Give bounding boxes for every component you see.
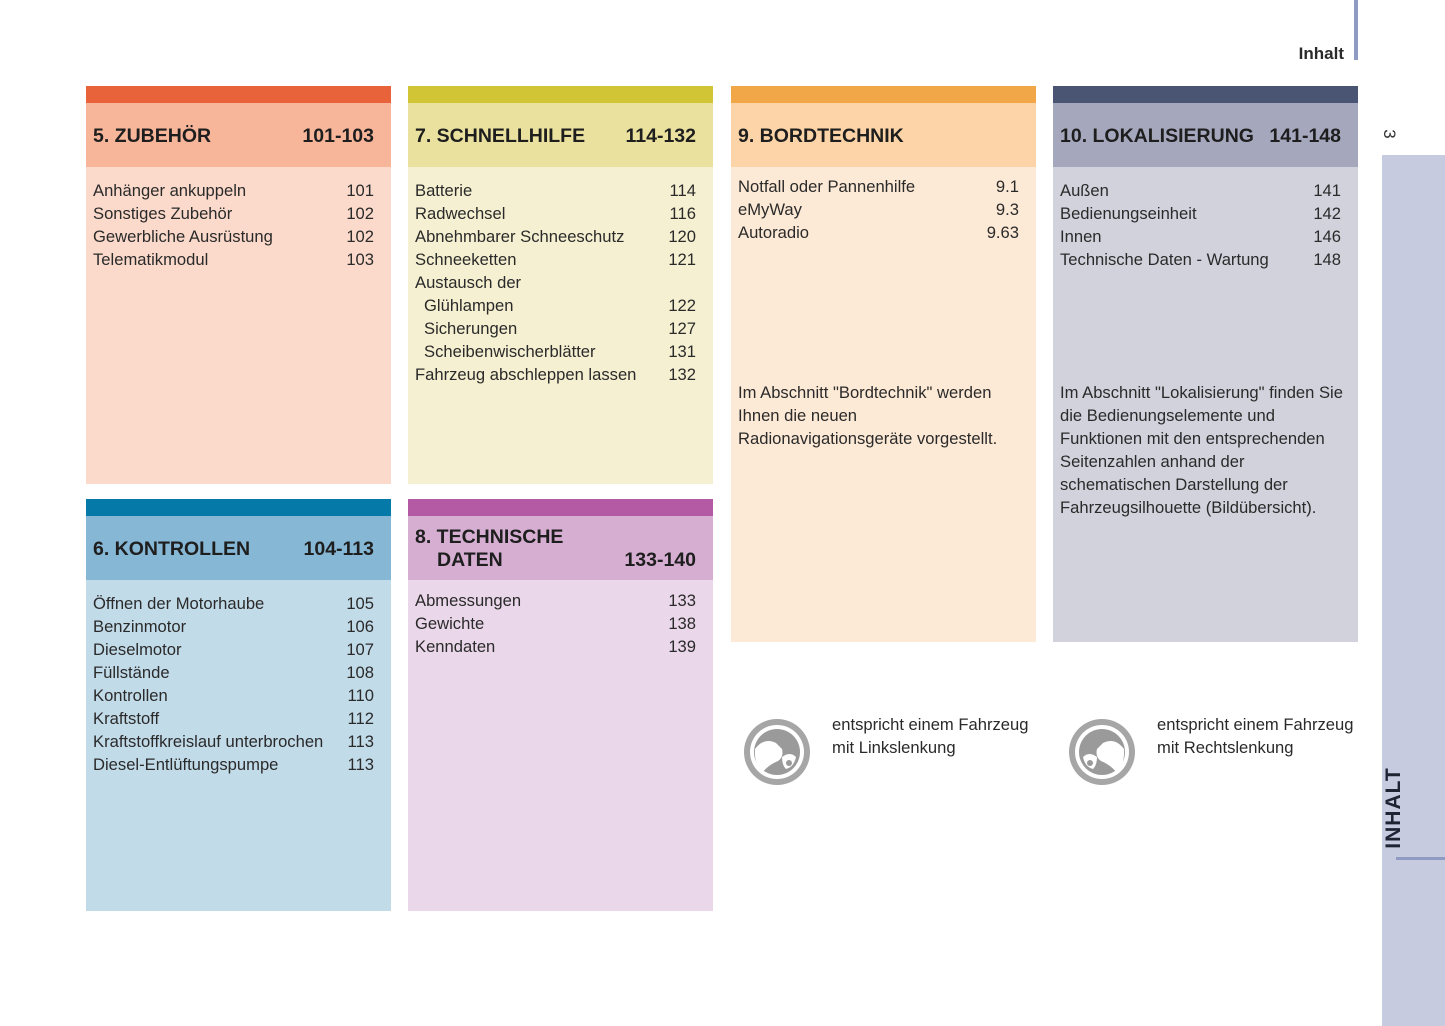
toc-entry[interactable] bbox=[86, 684, 391, 707]
entry-page: 133 bbox=[668, 591, 696, 610]
toc-entry[interactable] bbox=[408, 202, 713, 225]
entry-label: Sonstiges Zubehör bbox=[93, 204, 233, 223]
section-pages: 101-103 bbox=[302, 125, 374, 147]
section-body bbox=[408, 167, 713, 484]
section-title: 5. ZUBEHÖR bbox=[93, 125, 212, 147]
toc-entry[interactable] bbox=[86, 753, 391, 776]
entry-page: 122 bbox=[668, 296, 696, 315]
section-body bbox=[86, 167, 391, 484]
section-body bbox=[731, 167, 1036, 642]
entry-page: 9.3 bbox=[995, 200, 1019, 219]
entry-label: Telematikmodul bbox=[93, 250, 209, 269]
entry-label: Technische Daten - Wartung bbox=[1060, 250, 1269, 269]
section-lokalisierung bbox=[1053, 86, 1358, 642]
section-body bbox=[408, 580, 713, 911]
entry-page: 139 bbox=[668, 637, 696, 656]
side-tab-line bbox=[1396, 857, 1445, 860]
toc-entry[interactable] bbox=[408, 363, 713, 386]
section-stripe bbox=[86, 86, 391, 103]
section-body bbox=[86, 580, 391, 911]
entry-label: Gewichte bbox=[415, 614, 485, 633]
entry-label: Scheibenwischerblätter bbox=[424, 342, 596, 361]
entry-label: Abmessungen bbox=[415, 591, 522, 610]
section-title: 6. KONTROLLEN bbox=[93, 538, 251, 560]
section-zubehoer bbox=[86, 86, 391, 484]
entry-label: Bedienungseinheit bbox=[1060, 204, 1197, 223]
section-schnellhilfe bbox=[408, 86, 713, 484]
entry-page: 146 bbox=[1313, 227, 1341, 246]
section-pages: 104-113 bbox=[303, 538, 374, 560]
entry-page: 105 bbox=[346, 594, 374, 613]
entry-page: 121 bbox=[668, 250, 696, 269]
entry-page: 9.63 bbox=[986, 223, 1019, 242]
entry-page: 127 bbox=[668, 319, 696, 338]
entry-label: Radwechsel bbox=[415, 204, 506, 223]
entry-page: 120 bbox=[668, 227, 696, 246]
entry-page: 112 bbox=[347, 709, 374, 728]
entry-label: Benzinmotor bbox=[93, 617, 187, 636]
section-header[interactable] bbox=[408, 516, 713, 580]
toc-entry[interactable] bbox=[86, 661, 391, 684]
section-technische-daten bbox=[408, 499, 713, 911]
entry-page: 101 bbox=[346, 181, 374, 200]
section-bordtechnik bbox=[731, 86, 1036, 642]
entry-label: Füllstände bbox=[93, 663, 170, 682]
section-header[interactable] bbox=[1053, 103, 1358, 167]
toc-entry[interactable] bbox=[1053, 248, 1358, 271]
section-note: Im Abschnitt "Lokalisierung" finden Sie die Bedienungselemente und Funktionen mit den entsprechenden Seitenzahlen anhand der schematischen Darstellung der Fahrzeugsilhouette (Bildübersicht). bbox=[1060, 383, 1343, 517]
toc-entry[interactable] bbox=[408, 635, 713, 658]
toc-entry[interactable] bbox=[1053, 225, 1358, 248]
toc-entry[interactable] bbox=[1053, 179, 1358, 202]
entry-page: 116 bbox=[669, 204, 696, 223]
toc-entry[interactable] bbox=[408, 225, 713, 248]
toc-group-label bbox=[408, 271, 713, 294]
section-kontrollen bbox=[86, 499, 391, 911]
toc-entry[interactable] bbox=[86, 707, 391, 730]
toc-entry[interactable] bbox=[731, 175, 1036, 198]
entry-page: 114 bbox=[669, 181, 696, 200]
left-hand-drive-icon bbox=[742, 717, 812, 787]
toc-entry[interactable] bbox=[731, 198, 1036, 221]
entry-page: 103 bbox=[346, 250, 374, 269]
legend-right-hand-text: entspricht einem Fahrzeug mit Rechtslenkung bbox=[1157, 715, 1354, 757]
entry-page: 148 bbox=[1313, 250, 1341, 269]
entry-label: Batterie bbox=[415, 181, 473, 200]
entry-label: eMyWay bbox=[738, 200, 802, 219]
entry-page: 132 bbox=[668, 365, 696, 384]
entry-page: 102 bbox=[346, 227, 374, 246]
entry-page: 9.1 bbox=[995, 177, 1019, 196]
toc-list bbox=[408, 167, 713, 386]
toc-list bbox=[408, 580, 713, 658]
entry-page: 141 bbox=[1313, 181, 1341, 200]
section-note: Im Abschnitt "Bordtechnik" werden Ihnen die neuen Radionavigationsgeräte vorgestellt. bbox=[738, 383, 998, 448]
entry-page: 113 bbox=[347, 732, 374, 751]
entry-label: Notfall oder Pannenhilfe bbox=[738, 177, 916, 196]
section-title: 10. LOKALISIERUNG bbox=[1060, 125, 1254, 147]
entry-label: Kraftstoff bbox=[93, 709, 160, 728]
section-stripe bbox=[731, 86, 1036, 103]
entry-label: Kontrollen bbox=[93, 686, 168, 705]
legend-left-hand-text: entspricht einem Fahrzeug mit Linkslenkung bbox=[832, 715, 1029, 757]
toc-entry[interactable] bbox=[86, 730, 391, 753]
entry-label: Abnehmbarer Schneeschutz bbox=[415, 227, 625, 246]
section-stripe bbox=[1053, 86, 1358, 103]
section-stripe bbox=[86, 499, 391, 516]
toc-list bbox=[1053, 167, 1358, 271]
toc-list bbox=[731, 167, 1036, 244]
toc-entry[interactable] bbox=[408, 612, 713, 635]
toc-list bbox=[86, 580, 391, 776]
section-pages: 114-132 bbox=[625, 125, 696, 147]
toc-entry[interactable] bbox=[731, 221, 1036, 244]
entry-page: 108 bbox=[346, 663, 374, 682]
section-header[interactable] bbox=[86, 103, 391, 167]
section-title bbox=[415, 526, 563, 572]
right-hand-drive-icon bbox=[1067, 717, 1137, 787]
toc-entry[interactable] bbox=[86, 592, 391, 615]
section-header[interactable] bbox=[86, 516, 391, 580]
toc-entry[interactable] bbox=[86, 202, 391, 225]
entry-label: Austausch der bbox=[415, 273, 522, 292]
header-rule bbox=[1354, 0, 1358, 60]
entry-label: Schneeketten bbox=[415, 250, 517, 269]
toc-entry[interactable] bbox=[86, 248, 391, 271]
entry-label: Sicherungen bbox=[424, 319, 518, 338]
entry-label: Autoradio bbox=[738, 223, 810, 242]
section-pages: 141-148 bbox=[1269, 125, 1341, 147]
entry-page: 138 bbox=[668, 614, 696, 633]
entry-label: Außen bbox=[1060, 181, 1109, 200]
entry-label: Dieselmotor bbox=[93, 640, 182, 659]
toc-entry[interactable] bbox=[86, 225, 391, 248]
section-pages: 133-140 bbox=[624, 549, 696, 571]
section-title-line1: 8. TECHNISCHE bbox=[415, 526, 564, 548]
toc-entry[interactable] bbox=[408, 589, 713, 612]
toc-entry[interactable] bbox=[408, 340, 713, 363]
side-tab-label: INHALT bbox=[1382, 767, 1405, 849]
entry-label: Gewerbliche Ausrüstung bbox=[93, 227, 273, 246]
section-stripe bbox=[408, 499, 713, 516]
toc-entry[interactable] bbox=[408, 317, 713, 340]
entry-label: Fahrzeug abschleppen lassen bbox=[415, 365, 637, 384]
entry-page: 107 bbox=[346, 640, 374, 659]
toc-entry[interactable] bbox=[408, 248, 713, 271]
entry-page: 110 bbox=[347, 686, 374, 705]
entry-label: Öffnen der Motorhaube bbox=[93, 594, 265, 613]
entry-page: 142 bbox=[1313, 204, 1341, 223]
section-title: 7. SCHNELLHILFE bbox=[415, 125, 586, 147]
section-title: 9. BORDTECHNIK bbox=[738, 125, 904, 147]
entry-page: 102 bbox=[346, 204, 374, 223]
page-number: 3 bbox=[1380, 129, 1399, 139]
entry-label: Kenndaten bbox=[415, 637, 496, 656]
entry-label: Innen bbox=[1060, 227, 1102, 246]
entry-label: Diesel-Entlüftungspumpe bbox=[93, 755, 279, 774]
toc-entry[interactable] bbox=[1053, 202, 1358, 225]
section-body bbox=[1053, 167, 1358, 642]
entry-label: Anhänger ankuppeln bbox=[93, 181, 247, 200]
section-title-line2: DATEN bbox=[437, 549, 503, 571]
toc-entry[interactable] bbox=[86, 615, 391, 638]
toc-entry[interactable] bbox=[408, 179, 713, 202]
entry-page: 113 bbox=[347, 755, 374, 774]
toc-entry[interactable] bbox=[408, 294, 713, 317]
toc-entry[interactable] bbox=[86, 179, 391, 202]
toc-list bbox=[86, 167, 391, 271]
entry-page: 131 bbox=[668, 342, 696, 361]
page-title: Inhalt bbox=[1298, 44, 1344, 63]
side-tab[interactable] bbox=[1382, 155, 1445, 1026]
toc-entry[interactable] bbox=[86, 638, 391, 661]
entry-label: Glühlampen bbox=[424, 296, 514, 315]
section-header[interactable] bbox=[408, 103, 713, 167]
entry-page: 106 bbox=[346, 617, 374, 636]
section-header[interactable] bbox=[731, 103, 1036, 167]
entry-label: Kraftstoffkreislauf unterbrochen bbox=[93, 732, 324, 751]
section-stripe bbox=[408, 86, 713, 103]
